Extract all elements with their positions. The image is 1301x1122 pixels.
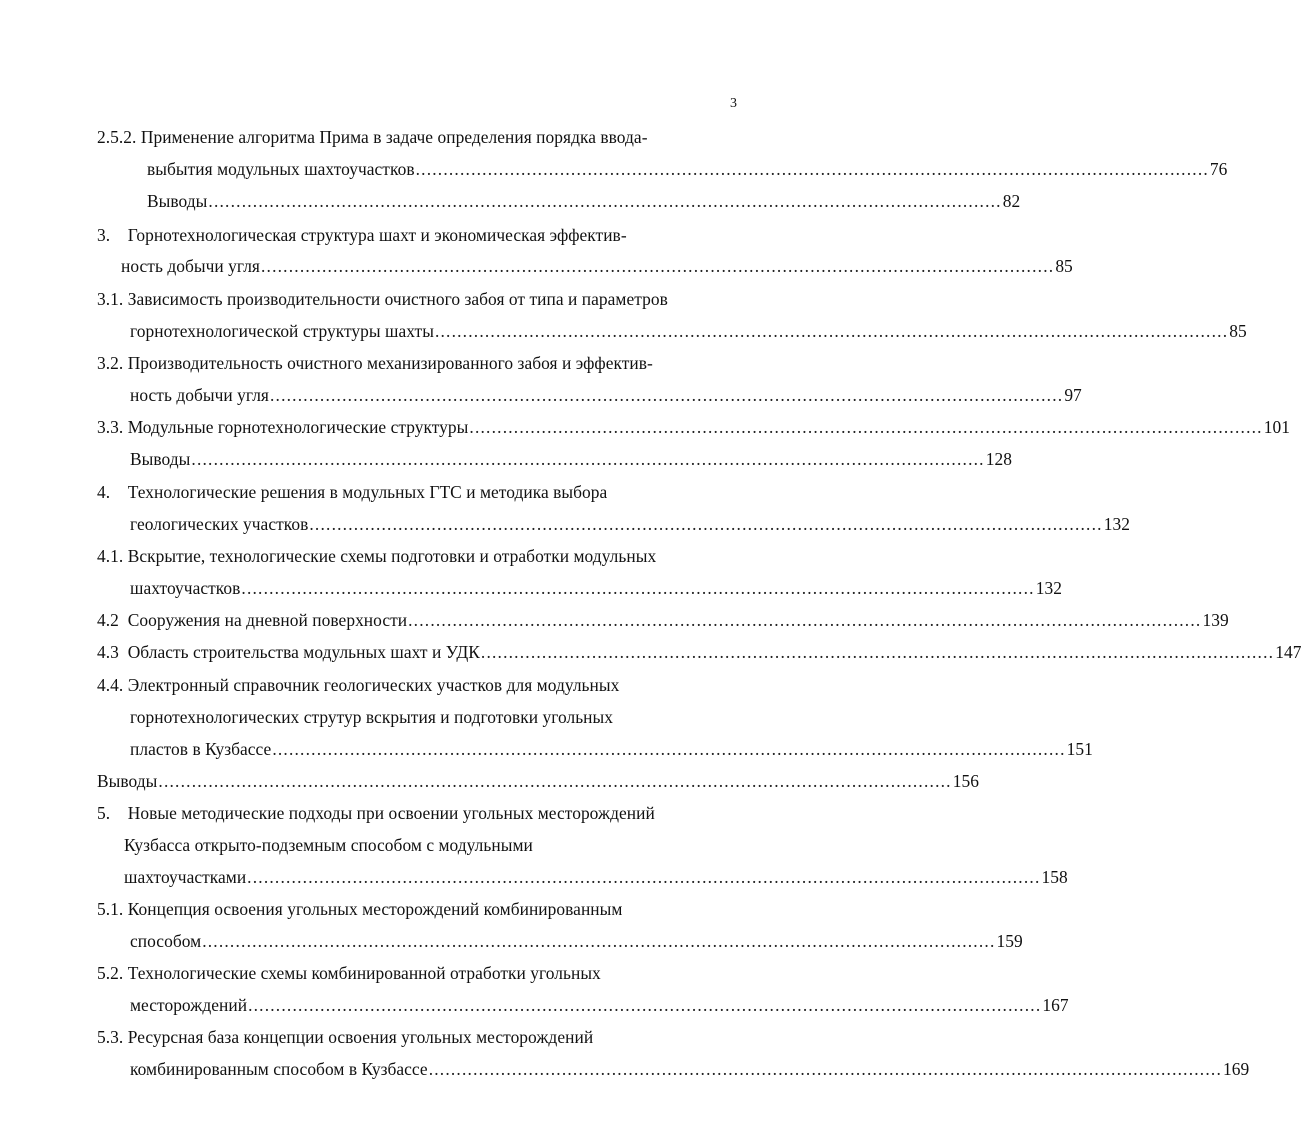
toc-page-number: 132 — [1103, 514, 1130, 534]
dot-leader: ............................................................................................................................................... — [272, 739, 1066, 759]
toc-entry-title: горнотехнологической структуры шахты — [130, 321, 434, 341]
toc-entry-5-1-line-1 — [97, 898, 622, 920]
toc-entry-conclusions-128 — [130, 448, 1012, 470]
toc-entry-title: ность добычи угля — [121, 256, 260, 276]
toc-entry-title: Технологические схемы комбинированной отработки угольных — [127, 963, 601, 983]
toc-entry-title: Вскрытие, технологические схемы подготовки и отработки модульных — [127, 546, 657, 566]
toc-page-number: 147 — [1275, 642, 1301, 662]
toc-entry-5-3-line-2 — [130, 1058, 1250, 1080]
toc-entry-5-1-line-2 — [130, 930, 1023, 952]
toc-entry-number: 2.5.2. — [97, 127, 137, 147]
toc-page-number: 97 — [1064, 385, 1082, 405]
toc-entry-5-line-1 — [97, 802, 655, 824]
dot-leader: ............................................................................................................................................... — [469, 417, 1263, 437]
toc-page-number: 151 — [1066, 739, 1093, 759]
toc-entry-title: способом — [130, 931, 202, 951]
toc-page-number: 76 — [1209, 159, 1228, 179]
toc-entry-title: Сооружения на дневной поверхности — [127, 610, 408, 630]
toc-entry-2-5-2-line-2 — [147, 158, 1228, 180]
toc-entry-title: Горнотехнологическая структура шахт и экономическая эффектив- — [127, 225, 627, 245]
dot-leader: ............................................................................................................................................... — [408, 610, 1202, 630]
toc-entry-title: Технологические решения в модульных ГТС и методика выбора — [127, 482, 608, 502]
dot-leader: ............................................................................................................................................... — [202, 931, 996, 951]
dot-leader: ............................................................................................................................................... — [158, 771, 952, 791]
toc-entry-title: Производительность очистного механизированного забоя и эффектив- — [127, 353, 653, 373]
toc-entry-title: комбинированным способом в Кузбассе — [130, 1059, 428, 1079]
dot-leader: ............................................................................................................................................... — [309, 514, 1103, 534]
toc-entry-number: 4.2 — [97, 610, 119, 630]
toc-entry-conclusions-156 — [97, 770, 979, 792]
toc-entry-number: 5.2. — [97, 963, 124, 983]
toc-entry-title: шахтоучастков — [130, 578, 241, 598]
dot-leader: ............................................................................................................................................... — [415, 159, 1209, 179]
toc-entry-4-line-2 — [130, 513, 1130, 535]
toc-entry-title: Выводы — [97, 771, 158, 791]
toc-page-number: 169 — [1223, 1059, 1250, 1079]
page-number: 3 — [730, 96, 737, 111]
toc-entry-number: 3.2. — [97, 353, 124, 373]
toc-entry-title: Применение алгоритма Прима в задаче определения порядка ввода- — [140, 127, 648, 147]
toc-entry-number: 3. — [97, 225, 111, 245]
toc-entry-number: 5.1. — [97, 899, 124, 919]
dot-leader: ............................................................................................................................................... — [269, 385, 1064, 405]
toc-entry-4-4-line-3 — [130, 738, 1093, 760]
toc-entry-4-3 — [97, 641, 1301, 663]
toc-entry-number: 3.3. — [97, 417, 124, 437]
toc-entry-number: 4. — [97, 482, 111, 502]
dot-leader: ............................................................................................................................................... — [241, 578, 1035, 598]
toc-entry-4-1-line-1 — [97, 545, 656, 567]
toc-page-number: 156 — [952, 771, 979, 791]
toc-page-number: 128 — [985, 449, 1012, 469]
toc-entry-title: шахтоучастками — [124, 867, 247, 887]
toc-entry-title: Модульные горнотехнологические структуры — [127, 417, 469, 437]
toc-entry-5-line-3 — [124, 866, 1068, 888]
toc-entry-4-1-line-2 — [130, 577, 1062, 599]
toc-entry-4-2 — [97, 609, 1229, 631]
toc-entry-title: горнотехнологических струтур вскрытия и подготовки угольных — [130, 707, 614, 727]
toc-entry-3-3 — [97, 416, 1290, 438]
toc-entry-4-line-1 — [97, 481, 607, 503]
toc-entry-title: месторождений — [130, 995, 248, 1015]
toc-entry-title: Выводы — [147, 191, 208, 211]
toc-entry-number: 3.1. — [97, 289, 124, 309]
toc-entry-title: Новые методические подходы при освоении угольных месторождений — [127, 803, 655, 823]
toc-entry-conclusions-82 — [147, 190, 1021, 212]
toc-entry-3-line-2 — [121, 255, 1073, 277]
toc-page-number: 167 — [1042, 995, 1069, 1015]
toc-entry-title: Электронный справочник геологических участков для модульных — [127, 675, 620, 695]
toc-page-number: 85 — [1055, 256, 1073, 276]
dot-leader: ............................................................................................................................................... — [434, 321, 1229, 341]
dot-leader: ............................................................................................................................................... — [247, 867, 1041, 887]
toc-entry-4-4-line-2 — [130, 706, 613, 728]
dot-leader: ............................................................................................................................................... — [428, 1059, 1223, 1079]
dot-leader: ............................................................................................................................................... — [208, 191, 1002, 211]
toc-entry-4-4-line-1 — [97, 674, 619, 696]
dot-leader: ............................................................................................................................................... — [191, 449, 985, 469]
toc-entry-3-2-line-2 — [130, 384, 1082, 406]
toc-page-number: 158 — [1041, 867, 1068, 887]
toc-page-number: 82 — [1002, 191, 1021, 211]
dot-leader: ............................................................................................................................................... — [248, 995, 1042, 1015]
toc-page-number: 139 — [1202, 610, 1229, 630]
toc-page-number: 101 — [1263, 417, 1290, 437]
toc-entry-title: пластов в Кузбассе — [130, 739, 272, 759]
toc-entry-5-2-line-2 — [130, 994, 1069, 1016]
dot-leader: ............................................................................................................................................... — [480, 642, 1275, 662]
toc-entry-number: 5. — [97, 803, 111, 823]
toc-entry-number: 4.4. — [97, 675, 124, 695]
toc-entry-number: 4.1. — [97, 546, 124, 566]
toc-entry-5-2-line-1 — [97, 962, 601, 984]
toc-entry-number: 5.3. — [97, 1027, 124, 1047]
toc-entry-title: ность добычи угля — [130, 385, 269, 405]
toc-entry-3-2-line-1 — [97, 352, 653, 374]
toc-entry-3-line-1 — [97, 224, 627, 246]
toc-entry-title: Выводы — [130, 449, 191, 469]
toc-entry-2-5-2-line-1 — [97, 126, 648, 148]
toc-entry-title: выбытия модульных шахтоучастков — [147, 159, 415, 179]
dot-leader: ............................................................................................................................................... — [260, 256, 1055, 276]
toc-entry-title: Ресурсная база концепции освоения угольных месторождений — [127, 1027, 594, 1047]
toc-entry-title: Зависимость производительности очистного забоя от типа и параметров — [127, 289, 668, 309]
toc-entry-title: Концепция освоения угольных месторождений комбинированным — [127, 899, 623, 919]
toc-entry-title: Область строительства модульных шахт и УДК — [127, 642, 480, 662]
toc-page-number: 159 — [996, 931, 1023, 951]
toc-entry-title: геологических участков — [130, 514, 309, 534]
toc-entry-title: Кузбасса открыто-подземным способом с модульными — [124, 835, 533, 855]
toc-entry-number: 4.3 — [97, 642, 119, 662]
toc-page-number: 132 — [1035, 578, 1062, 598]
toc-entry-3-1-line-2 — [130, 320, 1247, 342]
toc-page-number: 85 — [1229, 321, 1247, 341]
toc-entry-5-line-2 — [124, 834, 533, 856]
toc-entry-3-1-line-1 — [97, 288, 668, 310]
toc-entry-5-3-line-1 — [97, 1026, 593, 1048]
